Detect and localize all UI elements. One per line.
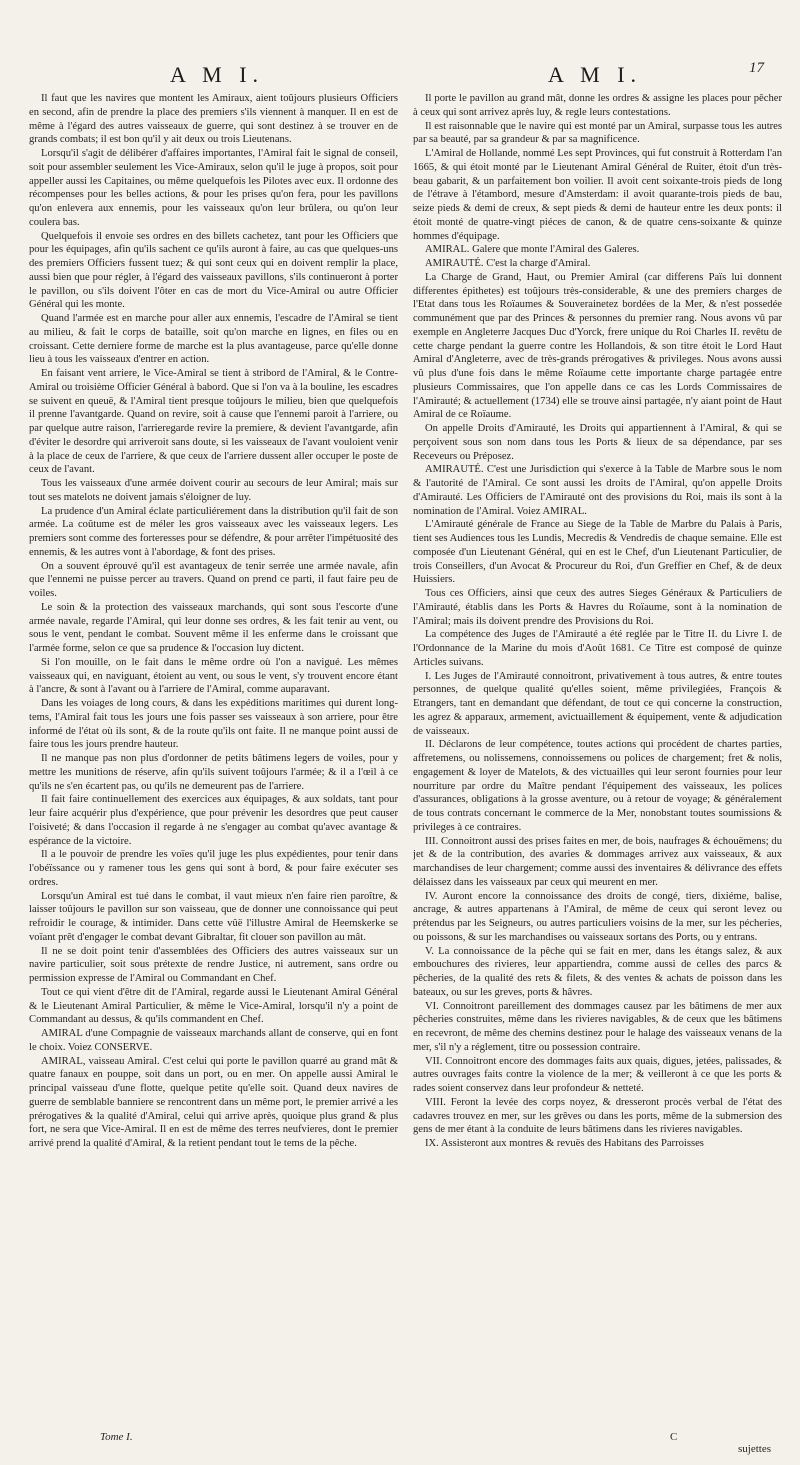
paragraph: Lorsqu'il s'agit de délibérer d'affaires importantes, l'Amiral fait le signal de conseil, soit pour assembler seulement les Vice-Amiraux, selon qu'il le juge à propos, soit pour appeller aussi les Capitaines, ou même quelquefois les Pilotes avec eux. Il ordonne des récompenses pour les belles actions, & pour les prises qu'on fera, pour les pavillons qu'on enlevera aux ennemis, pour les vaisseaux qu'on leur brûlera, ou qu'on leur coulera bas.: [29, 148, 398, 228]
paragraph: IX. Assisteront aux montres & revuës des Habitans des Parroisses: [425, 1138, 704, 1149]
paragraph: Il est raisonnable que le navire qui est monté par un Amiral, surpasse tous les autres par sa beauté, par sa grandeur & par sa magnificence.: [413, 120, 782, 146]
volume-signature: Tome I.: [100, 1431, 133, 1443]
paragraph: VI. Connoitront pareillement des dommages causez par les bâtimens de mer aux pêcheries construites, même dans les rivieres navigables, & de ceux que les bâtimens en recevront, de même des chemins destinez pour le halage des vaisseaux venans de la mer, s'il n'y a réglement, titre ou possession contraire.: [413, 1000, 782, 1053]
left-column: [29, 92, 398, 1442]
paragraph: Quand l'armée est en marche pour aller aux ennemis, l'escadre de l'Amiral se tient au milieu, & fait le corps de bataille, soit qu'on marche en lignes, en files ou en croissant. Cette derniere forme de marche est la plus avantageuse, parce qu'elle donne lieu à tous les vaisseaux d'entrer en action.: [29, 313, 398, 366]
paragraph: AMIRAL. Galere que monte l'Amiral des Galeres.: [425, 244, 640, 256]
right-column: [413, 92, 782, 1442]
paragraph: La Charge de Grand, Haut, ou Premier Amiral (car differens Païs lui donnent differentes épithetes) est toûjours très-considerable, & une des premiers charges de l'Etat dans tous les Roïaumes & Souverainetez bordées de la Mer, & n'est possedée communément que par des Princes & personnes du premier rang. Nous avons vû par exemple en Angleterre Jacques Duc d'Yorck, frere unique du Roi Charles II. revêtu de cette charge pendant la guerre contre les Hollandois, & son titre étoit le Lord Haut Amiral d'Angleterre, avec de très-grands prérogatives & privileges. Nous avons aussi vû plus d'une fois dans le même Roïaume cette importante charge partagée entre plusieurs Commissaires, que l'on appelle dans ce cas les Lords Commissaires de l'Amirauté; & actuellement (1734) elle se trouve ainsi partagée, n'y aiant point de Haut Amiral de ce Roïaume.: [413, 271, 782, 421]
paragraph: Il ne se doit point tenir d'assemblées des Officiers des autres vaisseaux sur un navire particulier, soit sous prétexte de rendre Justice, ni autrement, sans ordre ou permission expresse de l'Amiral ou Commandant en Chef.: [29, 945, 398, 984]
catchword: sujettes: [738, 1443, 771, 1455]
paragraph: Il fait faire continuellement des exercices aux équipages, & aux soldats, tant pour leur faire acquérir plus d'expérience, que pour prévenir les desordres que peut causer l'oisiveté; & dans l'occasion il regarde à ne s'engager au combat qu'avec avantage & espérance de la victoire.: [29, 794, 398, 847]
gathering-signature: C: [670, 1431, 678, 1443]
paragraph: IV. Auront encore la connoissance des droits de congé, tiers, dixiéme, balise, ancrage, & autres appartenans à l'Amiral, de même de ceux qui seront levez ou prétendus par les Seigneurs, ou autres particuliers voisins de la mer, sur les pécheries, ou poissons, & sur les marchandises ou vaisseaux sortans des Ports, ou y entrans.: [413, 890, 782, 943]
paragraph: AMIRAUTÉ. C'est une Jurisdiction qui s'exerce à la Table de Marbre sous le nom & l'autorité de l'Amiral. Ce sont aussi les droits de l'Amiral, qu'on appelle Droits d'Amirauté. Les Officiers de l'Amirauté ont des provisions du Roi, mais ils sont à la nomination de l'Amiral. Voiez AMIRAL.: [413, 464, 782, 517]
paragraph: En faisant vent arriere, le Vice-Amiral se tient à stribord de l'Amiral, & le Contre-Amiral ou troisième Officier Général à babord. Que si l'on va à la bouline, les escadres se suivent en queuë, & l'Amiral tient presque toûjours le milieu, bien que quelquefois il prenne l'avantgarde. Quand on revire, soit à cause que l'ennemi paroit à l'arriere, ou par quelque autre raison, l'arrieregarde revire la premiere, & devient l'avantgarde, afin d'éviter le desordre qui arriveroit sans doute, si les vaisseaux de l'avant vouloient venir à la place de ceux de l'arriere, & que ceux de l'arriere dussent aller occuper le poste de ceux de l'avant.: [29, 368, 398, 476]
paragraph: V. La connoissance de la pêche qui se fait en mer, dans les étangs salez, & aux embouchures des rivieres, leur appartiendra, comme aussi de celles des parcs & pêcheries, de la qualité des rets & filets, & des ventes & achats de poisson dans les bateaux, ou sur les greves, ports & hâvres.: [413, 945, 782, 998]
running-head-right: A M I.: [548, 62, 643, 87]
paragraph: On appelle Droits d'Amirauté, les Droits qui appartiennent à l'Amiral, & qui se perçoivent sous son nom dans tous les Ports & lieux de sa dépendance, par ses Receveurs ou Préposez.: [413, 423, 782, 462]
paragraph: Il ne manque pas non plus d'ordonner de petits bâtimens legers de voiles, pour y mettre les munitions de réserve, afin qu'ils suivent toûjours l'armée; & il a l'œil à ce qu'ils ne s'en écartent pas, ou qu'ils ne demeurent pas de l'arriere.: [29, 753, 398, 792]
paragraph: Lorsqu'un Amiral est tué dans le combat, il vaut mieux n'en faire rien paroître, & laisser toûjours le pavillon sur son vaisseau, que de donner une connoissance qui peut refroidir le courage, & intimider. Dans cette vûë l'illustre Amiral de Heemskerke se voïant prêt d'engager le combat devant Gibraltar, fit clouer son pavillon au mât.: [29, 890, 398, 943]
paragraph: III. Connoitront aussi des prises faites en mer, de bois, naufrages & échouëmens; du jet & de la contribution, des avaries & dommages arrivez aux vaisseaux, & aux marchandises de leur chargement; comme aussi des inventaires & délivrance des effets délaissez dans les vaisseaux par ceux qui meurent en mer.: [413, 835, 782, 888]
paragraph: VIII. Feront la levée des corps noyez, & dresseront procès verbal de l'état des cadavres trouvez en mer, sur les grêves ou dans les ports, même de la submersion des gens de mer étant à la conduite de leurs bâtimens dans les rivieres navigables.: [413, 1096, 782, 1136]
paragraph: AMIRAUTÉ. C'est la charge d'Amiral.: [425, 258, 591, 269]
paragraph: Dans les voiages de long cours, & dans les expéditions maritimes qui durent long-tems, l'Amiral fait tous les jours une fois passer ses vaisseaux à son arriere, pour être informé de l'état où ils sont, & de la route qu'ils ont faite. Il ne manque point aussi de faire tous les jours prendre hauteur.: [29, 698, 398, 751]
paragraph: Tout ce qui vient d'être dit de l'Amiral, regarde aussi le Lieutenant Amiral Général & le Lieutenant Amiral Particulier, & même le Vice-Amiral, lorsqu'il n'y a point de Commandant au dessus, & qu'ils commandent en Chef.: [29, 986, 398, 1026]
paragraph: Il porte le pavillon au grand mât, donne les ordres & assigne les places pour pêcher à ceux qui sont arrivez après luy, & regle leurs contestations.: [413, 93, 782, 118]
paragraph: AMIRAL d'une Compagnie de vaisseaux marchands allant de conserve, qui en font le choix. Voiez CONSERVE.: [29, 1028, 398, 1053]
paragraph: Si l'on mouille, on le fait dans le même ordre où l'on a navigué. Les mêmes vaisseaux qui, en naviguant, étoient au vent, ou sous le vent, s'y trouvent encore étant à l'ancre, & sont à l'avant ou à l'arriere de l'Amiral, comme auparavant.: [29, 656, 398, 696]
paragraph: L'Amirauté générale de France au Siege de la Table de Marbre du Palais à Paris, tient ses Audiences tous les Lundis, Mecredis & Vendredis de chaque semaine. Elle est composée d'un Lieutenant Général, qui en est le Chef, d'un Lieutenant Particulier, de trois Conseillers, d'un Avocat & Procureur du Roi, d'un Greffier en Chef, & de deux Huissiers.: [413, 519, 782, 586]
paragraph: Le soin & la protection des vaisseaux marchands, qui sont sous l'escorte d'une armée navale, regarde l'Amiral, qui leur donne ses ordres, & les fait tenir au vent, ou sous le vent, pendant le combat. Souvent même il les enferme dans le croissant que l'armée forme, selon ce que sa prudence & l'occasion luy dictent.: [29, 601, 398, 654]
paragraph: Il faut que les navires que montent les Amiraux, aient toûjours plusieurs Officiers en second, afin de prendre la place des premiers s'ils viennent à manquer. Il en est de même à l'égard des autres vaisseaux de guerre, qui sont destinez à se trouver en de grands combats; il est bon qu'il y ait deux ou trois Lieutenans.: [29, 93, 398, 146]
paragraph: L'Amiral de Hollande, nommé Les sept Provinces, qui fut construit à Rotterdam l'an 1665, & qui étoit monté par le Lieutenant Amiral Général de Ruiter, étoit d'un très-beau gabarit, & un parfaitement bon voilier. Il avoit cent soixante-trois pieds de long de l'étrave à l'étambord, mesure d'Amsterdam: il avoit quarante-trois pieds de bau, seize pieds & demi de creux, & sept pieds & demi de hauteur entre les deux ponts: il étoit monté de quatre-vingt piéces de canon, & de quatre cens-soixante & quinze hommes d'équipage.: [413, 148, 782, 242]
paragraph: II. Déclarons de leur compétence, toutes actions qui procédent de chartes parties, affretemens, ou nolissemens, connoissemens ou polices de chargement; fret & nolis, engagement & loyer de Matelots, & des victuailles qui leur seront fournies pour leur nourriture par ordre du Maître pendant l'équipement des vaisseaux, les polices d'assurances, obligations à la grosse aventure, ou à retour de voyage; & généralement de tous contrats concernant le commerce de la Mer, nonobstant toutes soumissions & privileges à ce contraires.: [413, 739, 782, 833]
paragraph: Tous les vaisseaux d'une armée doivent courir au secours de leur Amiral; mais sur tout ses matelots ne doivent jamais s'éloigner de luy.: [29, 478, 398, 503]
paragraph: VII. Connoitront encore des dommages faits aux quais, digues, jetées, palissades, & autres ouvrages faits contre la violence de la mer; & veilleront à ce que les ports & rades soient conservez dans leur profondeur & netteté.: [413, 1055, 782, 1094]
paragraph: Quelquefois il envoie ses ordres en des billets cachetez, tant pour les Officiers que pour les équipages, afin qu'ils sachent ce qu'ils auront à faire, au cas que quelques-uns des premiers Officiers fussent tuez; & qui sont ceux qui en doivent remplir la place, aussi bien que pour régler, à l'égard des vaisseaux pavillons, s'ils continueront à porter le pavillon, ou s'ils doivent l'ôter en cas de mort du Vice-Amiral ou autre Officier Général qui les monte.: [29, 230, 398, 311]
paragraph: Il a le pouvoir de prendre les voïes qu'il juge les plus expédientes, pour tenir dans l'obéïssance ou y ramener tous les gens qui sont à bord, & pour faire exécuter ses ordres.: [29, 849, 398, 888]
paragraph: La compétence des Juges de l'Amirauté a été reglée par le Titre II. du Livre I. de l'Ordonnance de la Marine du mois d'Août 1681. Ce Titre est composé de quinze Articles suivans.: [413, 629, 782, 668]
page-number: 17: [749, 60, 764, 76]
paragraph: I. Les Juges de l'Amirauté connoitront, privativement à tous autres, & entre toutes personnes, de quelque qualité qu'elles soient, même privilegiées, François & Etrangers, tant en demandant que défendant, de tout ce qui concerne la construction, les agrez & apparaux, armement, avictuaillement & équipement, vente & adjudication de vaisseaux.: [413, 670, 782, 737]
paragraph: AMIRAL, vaisseau Amiral. C'est celui qui porte le pavillon quarré au grand mât & quatre fanaux en pouppe, soit dans un port, ou en mer. On appelle aussi Amiral le principal vaisseau d'une flotte, quelque petite qu'elle soit. Quand deux navires de guerre de semblable banniere se rencontrent dans un même port, le premier arrivé a les prérogatives & la qualité d'Amiral, celui qui arrive après, quoique plus grand & plus fort, ne sera que Vice-Amiral. Il en est de même des terres neufvieres, dont le premier arrivé prend la qualité d'Amiral, & la retient pendant tout le tems de la pêche.: [29, 1055, 398, 1149]
paragraph: Tous ces Officiers, ainsi que ceux des autres Sieges Généraux & Particuliers de l'Amirauté, établis dans les Ports & Havres du Roïaume, sont à la nomination de l'Amiral; mais ils doivent prendre des Provisions du Roi.: [413, 588, 782, 627]
paragraph: On a souvent éprouvé qu'il est avantageux de tenir serrée une armée navale, afin que l'ennemi ne puisse percer au travers. Quand on prend ce parti, il faut faire peu de voiles.: [29, 560, 398, 599]
paragraph: La prudence d'un Amiral éclate particuliérement dans la distribution qu'il fait de son armée. La coûtume est de méler les gros vaisseaux avec les vaisseaux legers. Les premiers sont comme des forteresses pour se défendre, & pour arrêter l'impétuosité des ennemis, & les autres vont à l'abordage, & font des prises.: [29, 505, 398, 558]
running-head-left: A M I.: [170, 62, 265, 87]
